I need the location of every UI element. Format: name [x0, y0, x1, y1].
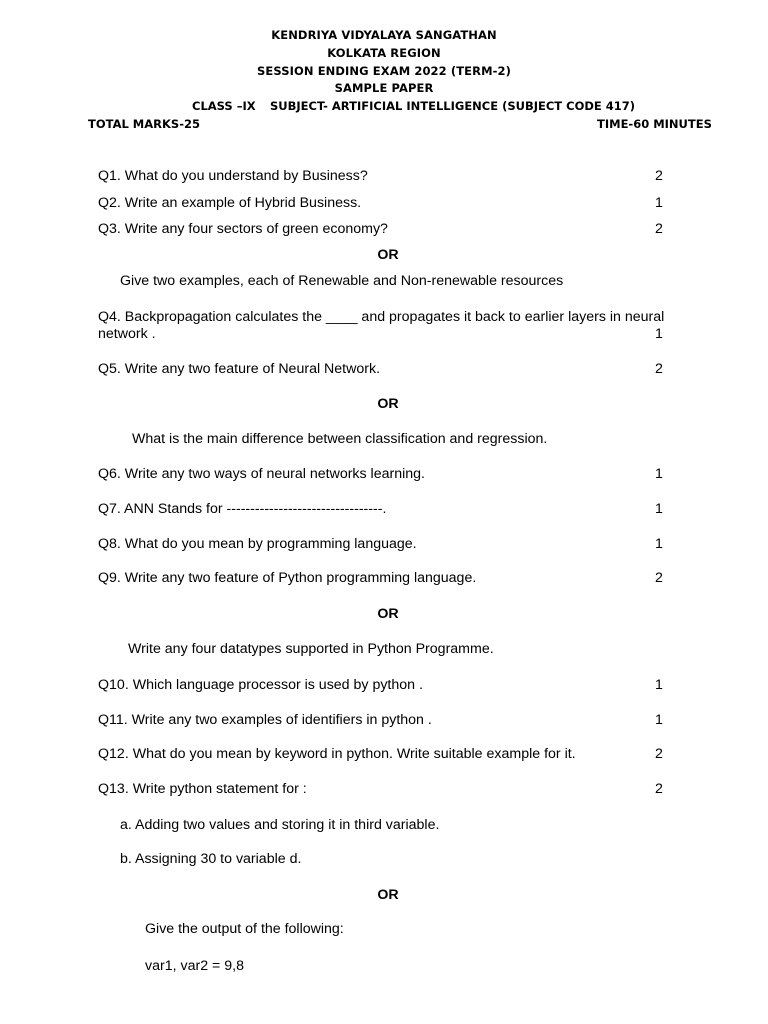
- exam-time: TIME-60 MINUTES: [597, 117, 712, 131]
- question-text: Q9. Write any two feature of Python programming language.: [98, 570, 477, 586]
- total-marks: TOTAL MARKS-25: [88, 117, 200, 131]
- question-marks: 1: [655, 326, 663, 342]
- region-name: KOLKATA REGION: [327, 46, 441, 60]
- question-text: Q2. Write an example of Hybrid Business.: [98, 195, 362, 211]
- or-separator: OR: [377, 887, 399, 903]
- code-snippet: var1, var2 = 9,8: [145, 958, 244, 974]
- question-marks: 1: [655, 536, 663, 552]
- sub-question-b: b. Assigning 30 to variable d.: [120, 851, 302, 867]
- question-text: Q11. Write any two examples of identifiers in python .: [98, 712, 432, 728]
- question-marks: 2: [655, 361, 663, 377]
- alternative-question: Give two examples, each of Renewable and Non-renewable resources: [120, 273, 564, 289]
- question-marks: 2: [655, 781, 663, 797]
- question-marks: 2: [655, 168, 663, 184]
- question-text-continued: network .: [98, 326, 156, 342]
- question-marks: 1: [655, 501, 663, 517]
- question-text: Q13. Write python statement for :: [98, 781, 307, 797]
- question-text: Q3. Write any four sectors of green economy?: [98, 221, 388, 237]
- subject-label: SUBJECT- ARTIFICIAL INTELLIGENCE (SUBJECT CODE 417): [270, 99, 636, 113]
- question-marks: 2: [655, 570, 663, 586]
- alternative-question: Write any four datatypes supported in Python Programme.: [128, 641, 494, 657]
- exam-title: SESSION ENDING EXAM 2022 (TERM-2): [257, 64, 511, 78]
- question-marks: 2: [655, 221, 663, 237]
- question-marks: 1: [655, 466, 663, 482]
- sub-question-a: a. Adding two values and storing it in third variable.: [120, 817, 440, 833]
- question-text: Q1. What do you understand by Business?: [98, 168, 368, 184]
- question-text: Q12. What do you mean by keyword in python. Write suitable example for it.: [98, 746, 576, 762]
- question-text: Q8. What do you mean by programming language.: [98, 536, 417, 552]
- school-name: KENDRIYA VIDYALAYA SANGATHAN: [271, 28, 497, 42]
- or-separator: OR: [377, 247, 399, 263]
- question-marks: 1: [655, 677, 663, 693]
- question-text: Q5. Write any two feature of Neural Network.: [98, 361, 381, 377]
- alternative-question: What is the main difference between classification and regression.: [132, 431, 548, 447]
- question-marks: 1: [655, 195, 663, 211]
- question-marks: 2: [655, 746, 663, 762]
- or-separator: OR: [377, 396, 399, 412]
- class-label: CLASS –IX: [192, 99, 256, 113]
- question-text: Q6. Write any two ways of neural networks learning.: [98, 466, 425, 482]
- question-text: Q7. ANN Stands for ---------------------------------.: [98, 501, 387, 517]
- question-text: Q10. Which language processor is used by python .: [98, 677, 423, 693]
- alternative-question: Give the output of the following:: [145, 921, 344, 937]
- paper-type: SAMPLE PAPER: [334, 81, 434, 95]
- question-text: Q4. Backpropagation calculates the ____ and propagates it back to earlier layers in neural: [98, 309, 665, 325]
- question-marks: 1: [655, 712, 663, 728]
- or-separator: OR: [377, 606, 399, 622]
